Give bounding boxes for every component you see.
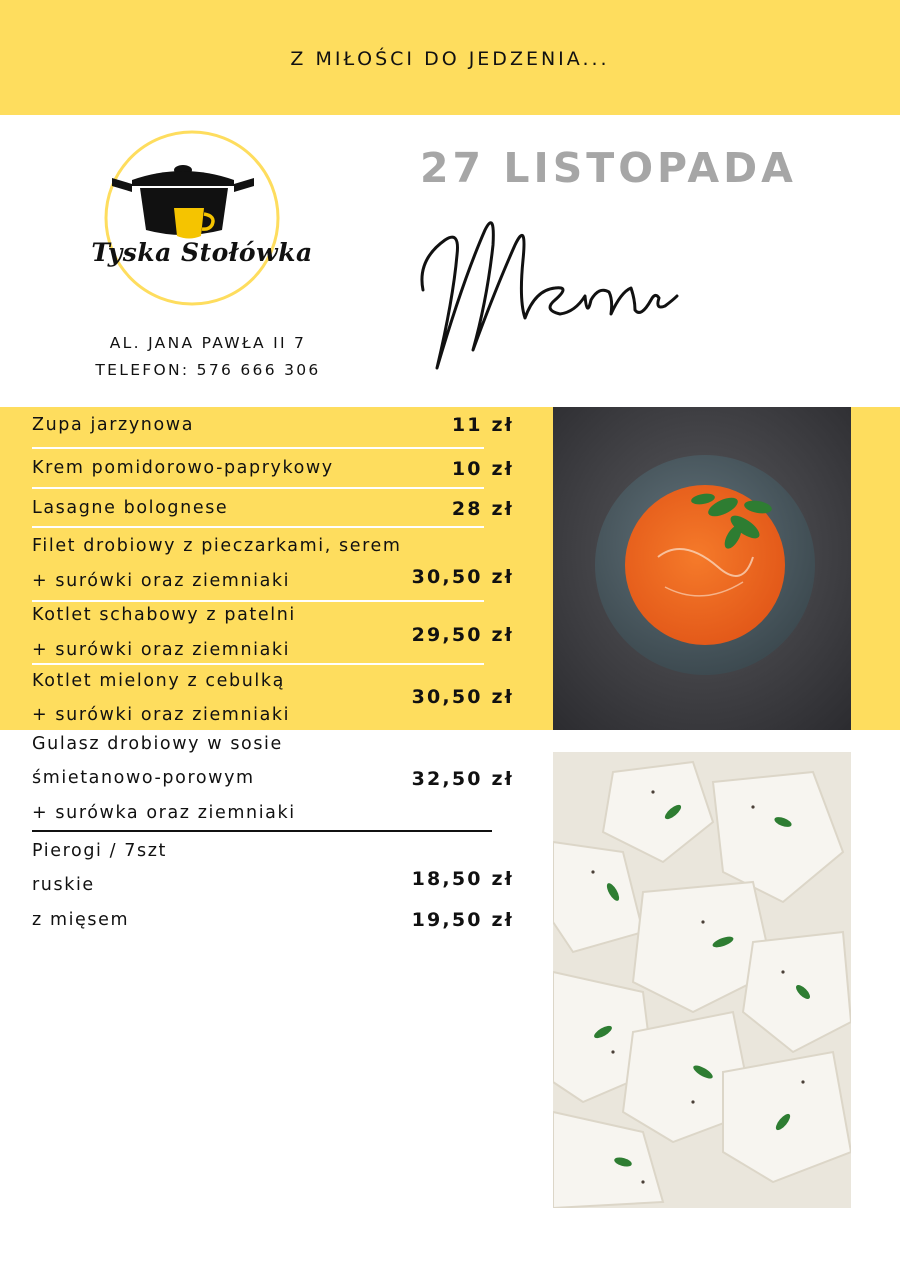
- menu-item-name: Zupa jarzynowa: [32, 415, 195, 435]
- menu-item-name: Filet drobiowy z pieczarkami, serem: [32, 536, 402, 556]
- menu-item-price: 29,50 zł: [411, 624, 514, 646]
- menu-item-price: 10 zł: [451, 458, 514, 480]
- menu-item-sides: + surówki oraz ziemniaki: [32, 571, 291, 591]
- top-banner: [0, 0, 900, 115]
- soup-photo: [553, 407, 851, 730]
- menu-item-sides: + surówki oraz ziemniaki: [32, 640, 291, 660]
- menu-item-sides: + surówki oraz ziemniaki: [32, 705, 291, 725]
- chicken-stew-photo: [553, 752, 851, 1208]
- menu-item-price: 11 zł: [451, 414, 514, 436]
- menu-item-sides: + surówka oraz ziemniaki: [32, 803, 296, 823]
- menu-item-name: Kotlet schabowy z patelni: [32, 605, 296, 625]
- separator: [32, 663, 484, 665]
- menu-item-price: 30,50 zł: [411, 566, 514, 588]
- menu-script-lettering: [415, 200, 685, 380]
- menu-date: 27 LISTOPADA: [420, 144, 797, 192]
- separator: [32, 447, 484, 449]
- pierogi-variant-price: 18,50 zł: [411, 868, 514, 890]
- menu-item-name: Kotlet mielony z cebulką: [32, 671, 285, 691]
- menu-item-name: Lasagne bolognese: [32, 498, 229, 518]
- menu-title: [415, 200, 685, 380]
- pot-cup-logo-icon: [82, 128, 322, 308]
- logo: [82, 128, 322, 308]
- address-block: [70, 330, 346, 384]
- pierogi-heading: Pierogi / 7szt: [32, 841, 168, 861]
- address: AL. JANA PAWŁA II 7: [109, 334, 307, 352]
- pierogi-variant-name: ruskie: [32, 875, 95, 895]
- phone: TELEFON: 576 666 306: [95, 361, 321, 379]
- menu-item-price: 30,50 zł: [411, 686, 514, 708]
- pierogi-variant-name: z mięsem: [32, 910, 130, 930]
- brand-name: Tyska Stołówka: [91, 238, 313, 267]
- menu-item-name: Gulasz drobiowy w sosie: [32, 734, 283, 754]
- separator: [32, 526, 484, 528]
- pierogi-variant-price: 19,50 zł: [411, 909, 514, 931]
- separator: [32, 600, 484, 602]
- separator: [32, 487, 484, 489]
- separator: [32, 830, 492, 832]
- menu-item-price: 32,50 zł: [411, 768, 514, 790]
- menu-item-price: 28 zł: [451, 498, 514, 520]
- menu-item-name-cont: śmietanowo-porowym: [32, 768, 255, 788]
- tagline: Z MIŁOŚCI DO JEDZENIA...: [290, 47, 610, 70]
- menu-item-name: Krem pomidorowo-paprykowy: [32, 458, 334, 478]
